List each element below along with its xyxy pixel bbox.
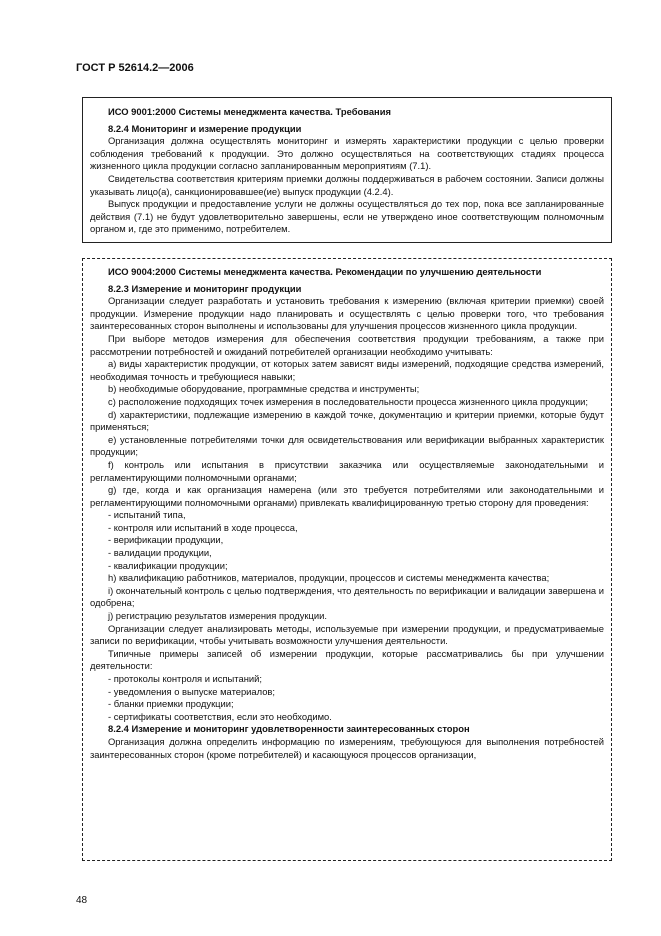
section-8-2-3-title: 8.2.3 Измерение и мониторинг продукции	[108, 282, 302, 294]
sub-list-item: - верификации продукции,	[108, 534, 224, 546]
paragraph: При выборе методов измерения для обеспечения соответствия продукции требованиям, а также при рассмотрении потребностей и ожиданий потребителей организации необходимо учитывать:	[90, 332, 604, 357]
list-item-f: f) контроль или испытания в присутствии заказчика или осуществляемые законодательными и регламентирующими полномочными органами;	[90, 458, 604, 483]
paragraph: Организации следует разработать и установить требования к измерению (включая критерии приемки) своей продукции. Измерение продукции надо планировать и осуществлять с целью проверки того, что требования заинтересованных сторон выполнены и использованы для улучшения процессов жизненного цикла продукции.	[90, 295, 604, 332]
iso-9004-box	[82, 258, 612, 861]
list-item-h: h) квалификацию работников, материалов, продукции, процессов и системы менеджмента качества;	[108, 572, 550, 584]
iso-9001-box	[82, 97, 612, 243]
section-8-2-4-title: 8.2.4 Измерение и мониторинг удовлетворенности заинтересованных сторон	[108, 723, 470, 735]
page-number: 48	[76, 895, 88, 906]
example-item: - бланки приемки продукции;	[108, 698, 234, 710]
list-item-g: g) где, когда и как организация намерена (или это требуется потребителями или законодательными и регламентирующими полномочными органами) привлекать квалифицированную третью сторону для проведения:	[90, 484, 604, 508]
paragraph: Выпуск продукции и предоставление услуги не должны осуществляться до тех пор, пока все запланированные действия (7.1) не будут удовлетворительно завершены, если не утверждено иное соответствующим полномочным органом и, где это применимо, потребителем.	[90, 198, 604, 235]
list-item-i: i) окончательный контроль с целью подтверждения, что деятельность по верификации и валидации завершена и одобрена;	[90, 584, 604, 609]
example-item: - протоколы контроля и испытаний;	[108, 673, 262, 684]
sub-list-item: - квалификации продукции;	[108, 559, 228, 571]
sub-list-item: - валидации продукции,	[108, 547, 212, 559]
example-item: - сертификаты соответствия, если это необходимо.	[108, 710, 332, 722]
list-item-b: b) необходимые оборудование, программные средства и инструменты;	[108, 383, 420, 395]
list-item-d: d) характеристики, подлежащие измерению в каждой точке, документацию и критерии приемки, которые будут применяться;	[90, 408, 604, 433]
sub-list-item: - испытаний типа,	[108, 509, 186, 521]
paragraph: Организации следует анализировать методы, используемые при измерении продукции, и предусматриваемые записи по верификации, чтобы учитывать возможности улучшения деятельности.	[90, 622, 604, 647]
sub-list-item: - контроля или испытаний в ходе процесса,	[108, 521, 298, 533]
document-header: ГОСТ Р 52614.2—2006	[76, 62, 194, 74]
paragraph: Типичные примеры записей об измерении продукции, которые рассматривались бы при улучшении деятельности:	[90, 647, 604, 672]
list-item-c: c) расположение подходящих точек измерения в последовательности процесса жизненного цикла продукции;	[108, 395, 589, 407]
iso-9001-title: ИСО 9001:2000 Системы менеджмента качества. Требования	[108, 106, 391, 117]
section-8-2-4-title: 8.2.4 Мониторинг и измерение продукции	[108, 122, 302, 134]
list-item-a: a) виды характеристик продукции, от которых затем зависят виды измерений, подходящие средства измерений, необходимая точность и требующиеся навыки;	[90, 358, 604, 382]
paragraph: Свидетельства соответствия критериям приемки должны поддерживаться в рабочем состоянии. Записи должны указывать лицо(а), санкционировавшее(ие) выпуск продукции (4.2.4).	[90, 172, 604, 197]
list-item-j: j) регистрацию результатов измерения продукции.	[108, 610, 327, 622]
iso-9004-title: ИСО 9004:2000 Системы менеджмента качества. Рекомендации по улучшению деятельности	[108, 266, 542, 277]
paragraph: Организация должна определить информацию по измерениям, требующуюся для выполнения потребностей заинтересованных сторон (кроме потребителей) и касающуюся процессов организации,	[90, 735, 604, 760]
paragraph: Организация должна осуществлять мониторинг и измерять характеристики продукции с целью проверки соблюдения требований к продукции. Это должно осуществляться на соответствующих стадиях процесса жизненного цикла продукции согласно запланированным мероприятиям (7.1).	[90, 135, 604, 172]
example-item: - уведомления о выпуске материалов;	[108, 685, 276, 697]
list-item-e: e) установленные потребителями точки для освидетельствования или верификации выбранных характеристик продукции;	[90, 433, 604, 458]
